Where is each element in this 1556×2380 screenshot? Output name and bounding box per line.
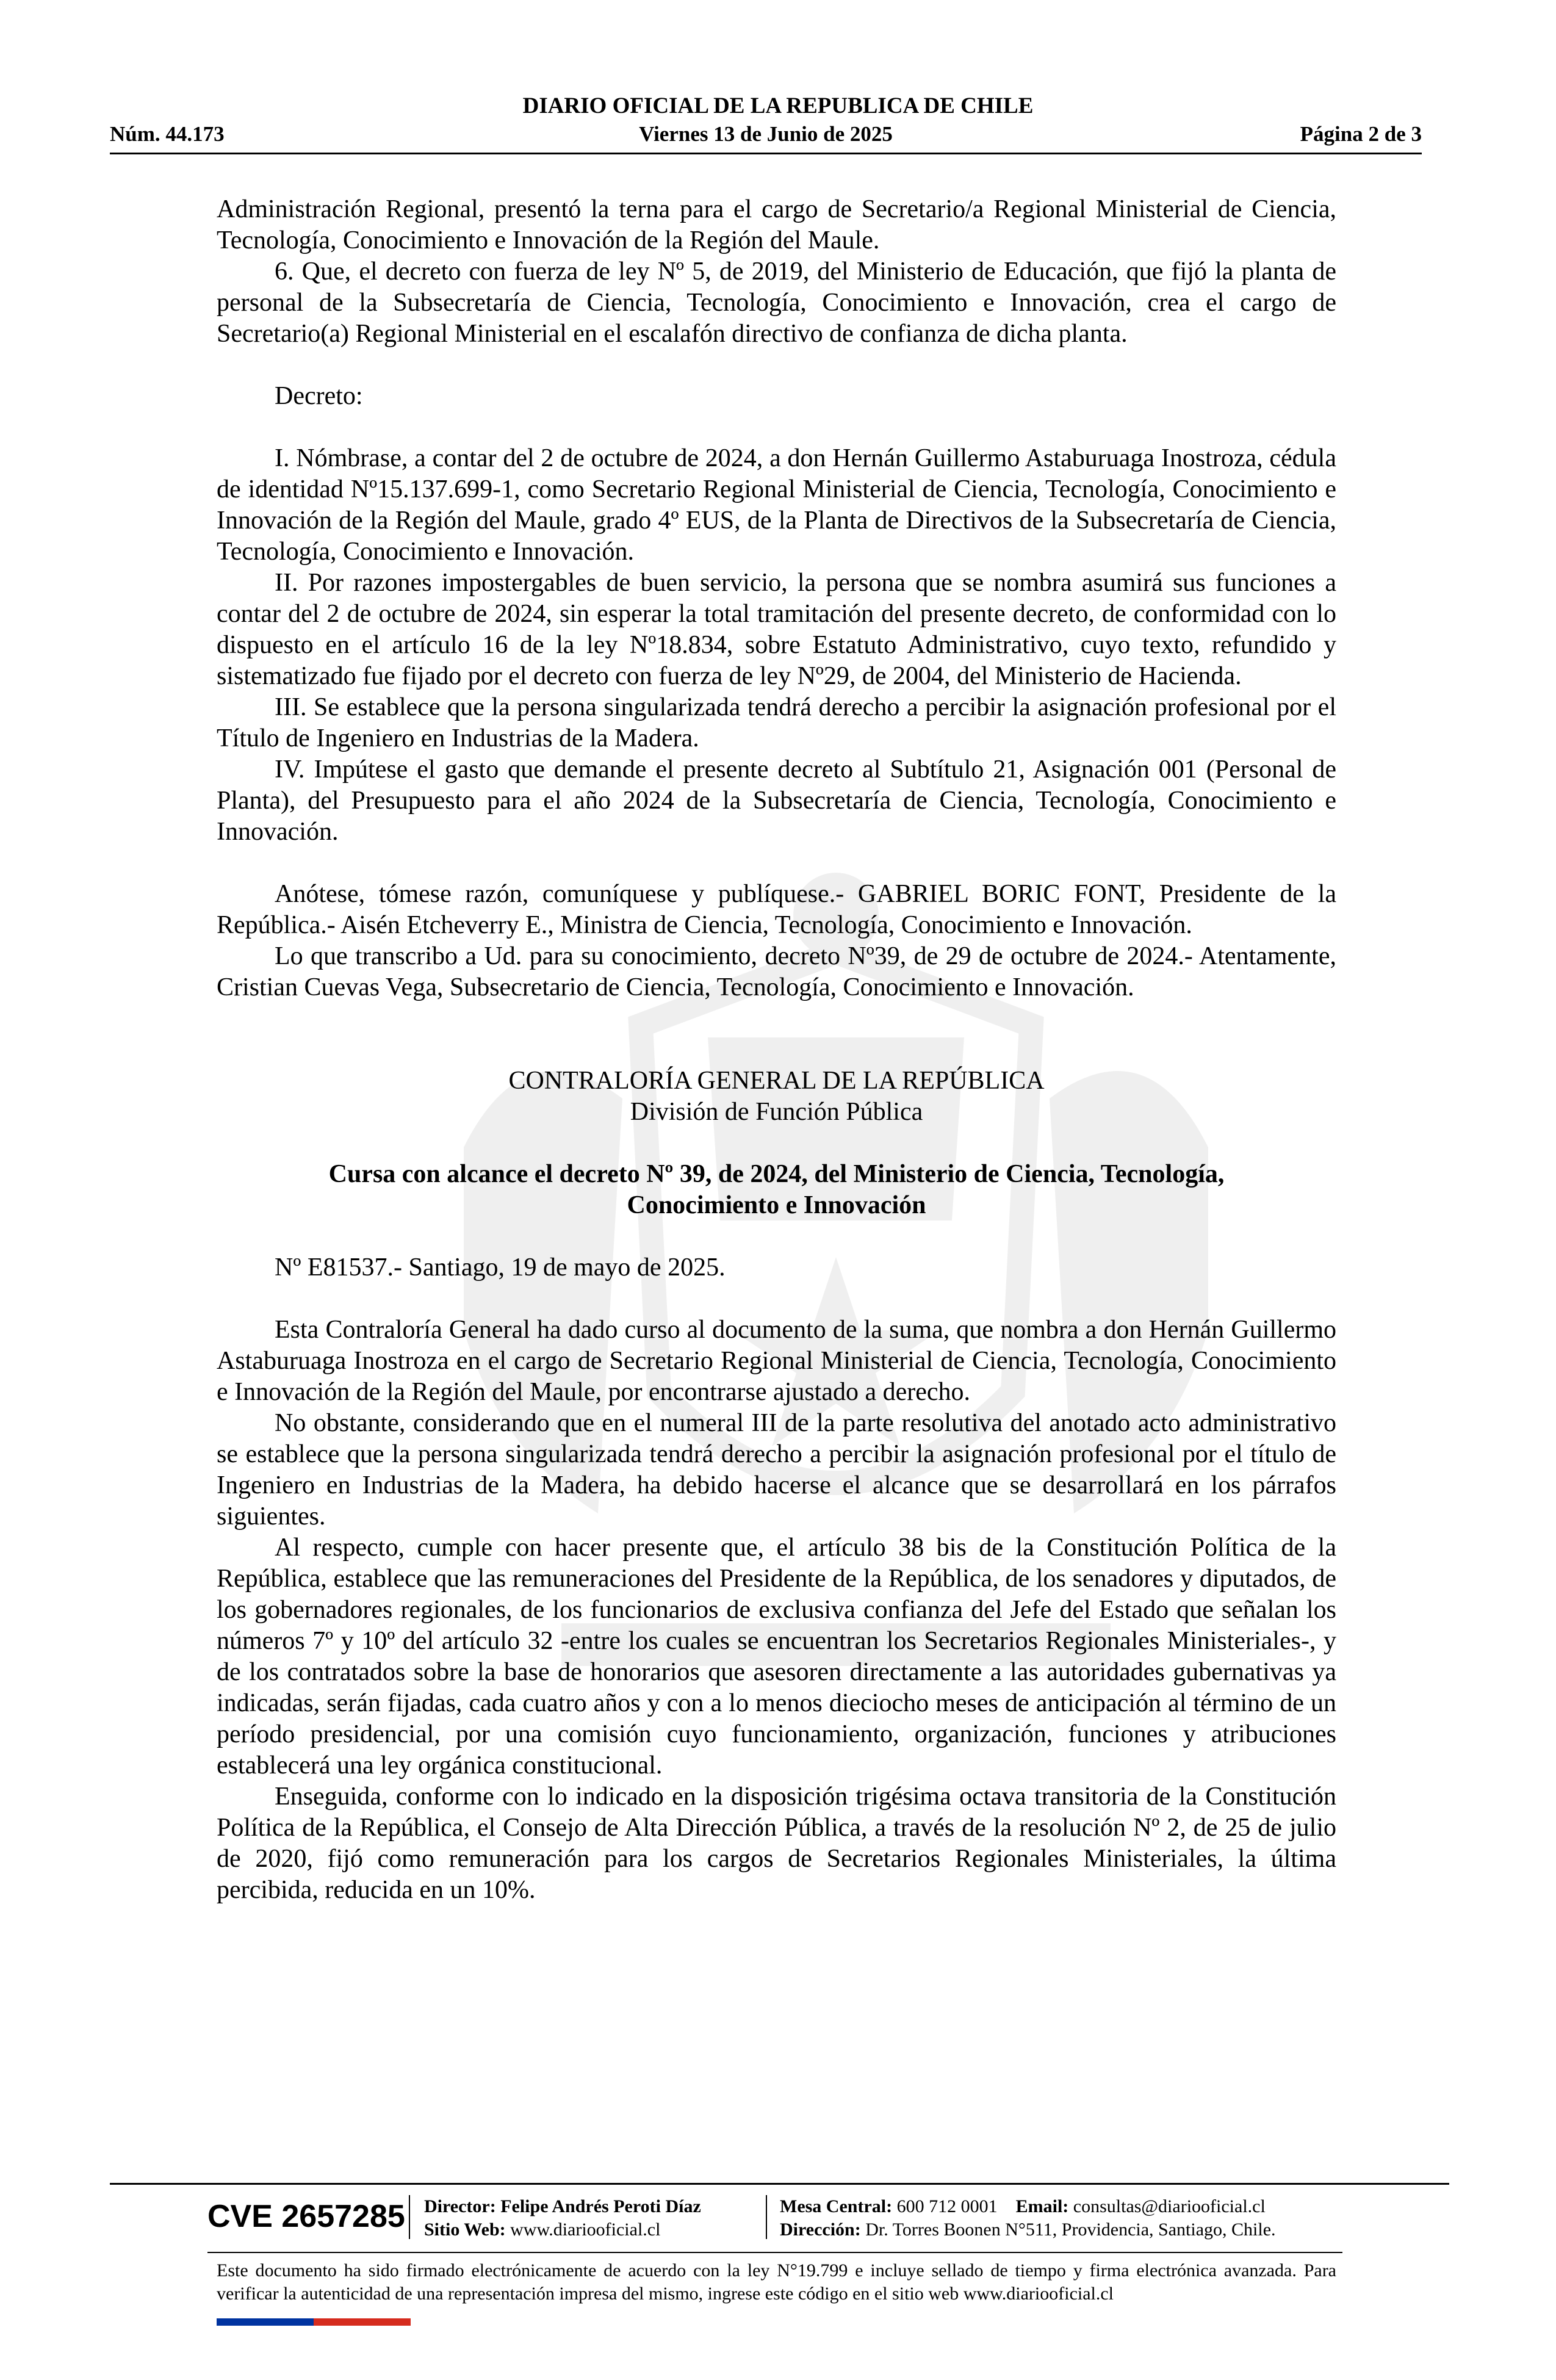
contraloria-org: CONTRALORÍA GENERAL DE LA REPÚBLICA bbox=[508, 1067, 1045, 1095]
electronic-signature-note bbox=[217, 2259, 1336, 2306]
website-label: Sitio Web: bbox=[424, 2220, 506, 2240]
flag-red-segment bbox=[314, 2318, 411, 2326]
decree-article-4: IV. Impútese el gasto que demande el presente decreto al Subtítulo 21, Asignación 001 (Personal de Planta), del Presupuesto para el año 2024 de la Subsecretaría de Ciencia, Tecnología, Conocimiento e Innovación. bbox=[217, 755, 1336, 846]
cve-code: CVE 2657285 bbox=[207, 2199, 405, 2234]
footer-separator bbox=[766, 2195, 767, 2239]
decreto-label: Decreto: bbox=[275, 382, 363, 410]
mesa-central-phone: 600 712 0001 bbox=[896, 2196, 998, 2216]
decree-closing: Anótese, tómese razón, comuníquese y publíquese.- GABRIEL BORIC FONT, Presidente de la República.- Aisén Etcheverry E., Ministra de Ciencia, Tecnología, Conocimiento e Innovación. bbox=[217, 880, 1336, 939]
issue-date: Viernes 13 de Junio de 2025 bbox=[639, 122, 893, 146]
decree-article-2: II. Por razones impostergables de buen servicio, la persona que se nombra asumirá sus funciones a contar del 2 de octubre de 2024, sin esperar la total tramitación del presente decreto, de conformidad con lo dispuesto en el artículo 16 de la ley Nº18.834, sobre Estatuto Administrativo, cuyo texto, refundido y sistematizado fue fijado por el decreto con fuerza de ley Nº29, de 2004, del Ministerio de Hacienda. bbox=[217, 569, 1336, 690]
page-indicator: Página 2 de 3 bbox=[1300, 122, 1422, 146]
contraloria-reference: Nº E81537.- Santiago, 19 de mayo de 2025. bbox=[275, 1253, 726, 1282]
contraloria-title-line-1: Cursa con alcance el decreto Nº 39, de 2024, del Ministerio de Ciencia, Tecnología, bbox=[328, 1160, 1225, 1188]
footer-director-block bbox=[424, 2195, 701, 2241]
decree-paragraph: Administración Regional, presentó la terna para el cargo de Secretario/a Regional Ministerial de Ciencia, Tecnología, Conocimiento e Innovación de la Región del Maule. bbox=[217, 195, 1336, 254]
contraloria-division: División de Función Pública bbox=[630, 1098, 923, 1126]
decree-article-1: I. Nómbrase, a contar del 2 de octubre de 2024, a don Hernán Guillermo Astaburuaga Inostroza, cédula de identidad Nº15.137.699-1, como Secretario Regional Ministerial de Ciencia, Tecnología, Conocimiento e Innovación de la Región del Maule, grado 4º EUS, de la Planta de Directivos de la Subsecretaría de Ciencia, Tecnología, Conocimiento e Innovación. bbox=[217, 444, 1336, 566]
decree-transcription: Lo que transcribo a Ud. para su conocimiento, decreto Nº39, de 29 de octubre de 2024.- Atentamente, Cristian Cuevas Vega, Subsecretario de Ciencia, Tecnología, Conocimiento e Innovación. bbox=[217, 942, 1336, 1001]
flag-blue-segment bbox=[217, 2318, 314, 2326]
issue-number: Núm. 44.173 bbox=[110, 122, 225, 146]
email-label: Email: bbox=[1015, 2196, 1069, 2216]
email-link[interactable]: consultas@diariooficial.cl bbox=[1073, 2196, 1266, 2216]
director-label: Director: bbox=[424, 2196, 496, 2216]
footer-separator bbox=[409, 2195, 410, 2239]
contraloria-paragraph: Enseguida, conforme con lo indicado en la disposición trigésima octava transitoria de la Constitución Política de la República, el Consejo de Alta Dirección Pública, a través de la resolución Nº 2, de 25 de julio de 2020, fijó como remuneración para los cargos de Secretarios Regionales Ministeriales, la última percibida, reducida en un 10%. bbox=[217, 1783, 1336, 1904]
contraloria-paragraph: Esta Contraloría General ha dado curso al documento de la suma, que nombra a don Hernán Guillermo Astaburuaga Inostroza en el cargo de Secretario Regional Ministerial de Ciencia, Tecnología, Conocimiento e Innovación de la Región del Maule, por encontrarse ajustado a derecho. bbox=[217, 1316, 1336, 1406]
contraloria-paragraph: Al respecto, cumple con hacer presente que, el artículo 38 bis de la Constitución Política de la República, establece que las remuneraciones del Presidente de la República, de los senadores y diputados, de los gobernadores regionales, de los funcionarios de exclusiva confianza del Jefe del Estado que señalan los números 7º y 10º del artículo 32 -entre los cuales se encuentran los Secretarios Regionales Ministeriales-, y de los contratados sobre la base de honorarios que asesoren directamente a las autoridades gubernativas ya indicadas, serán fijadas, cada cuatro años y con a lo menos dieciocho meses de anticipación al término de un período presidencial, por una comisión cuyo funcionamiento, organización, funciones y atribuciones establecerá una ley orgánica constitucional. bbox=[217, 1534, 1336, 1780]
footer-inner-divider bbox=[207, 2252, 1342, 2253]
flag-stripe bbox=[217, 2318, 411, 2326]
footer-contact-block bbox=[780, 2195, 1276, 2241]
contraloria-title-line-2: Conocimiento e Innovación bbox=[627, 1191, 926, 1219]
mesa-central-label: Mesa Central: bbox=[780, 2196, 893, 2216]
decree-paragraph: 6. Que, el decreto con fuerza de ley Nº 5, de 2019, del Ministerio de Educación, que fijó la planta de personal de la Subsecretaría de Ciencia, Tecnología, Conocimiento e Innovación, crea el cargo de Secretario(a) Regional Ministerial en el escalafón directivo de confianza de dicha planta. bbox=[217, 258, 1336, 348]
header-divider bbox=[110, 153, 1422, 154]
decree-article-3: III. Se establece que la persona singularizada tendrá derecho a percibir la asignación profesional por el Título de Ingeniero en Industrias de la Madera. bbox=[217, 693, 1336, 752]
address-value: Dr. Torres Boonen N°511, Providencia, Santiago, Chile. bbox=[865, 2220, 1276, 2240]
footer-divider bbox=[110, 2183, 1449, 2185]
header-row bbox=[110, 121, 1422, 148]
website-link[interactable]: www.diariooficial.cl bbox=[510, 2220, 661, 2240]
signature-note-text: Este documento ha sido firmado electrónicamente de acuerdo con la ley N°19.799 e incluye sellado de tiempo y firma electrónica avanzada. Para verificar la autenticidad de una representación impresa del mismo, ingrese este código en el sitio web www.diariooficial.cl bbox=[217, 2260, 1336, 2304]
director-name: Felipe Andrés Peroti Díaz bbox=[500, 2196, 701, 2216]
address-label: Dirección: bbox=[780, 2220, 861, 2240]
contraloria-paragraph: No obstante, considerando que en el numeral III de la parte resolutiva del anotado acto administrativo se establece que la persona singularizada tendrá derecho a percibir la asignación profesional por el título de Ingeniero en Industrias de la Madera, ha debido hacerse el alcance que se desarrollará en los párrafos siguientes. bbox=[217, 1409, 1336, 1531]
newspaper-title: DIARIO OFICIAL DE LA REPUBLICA DE CHILE bbox=[522, 93, 1034, 118]
document-body bbox=[217, 194, 1336, 1906]
